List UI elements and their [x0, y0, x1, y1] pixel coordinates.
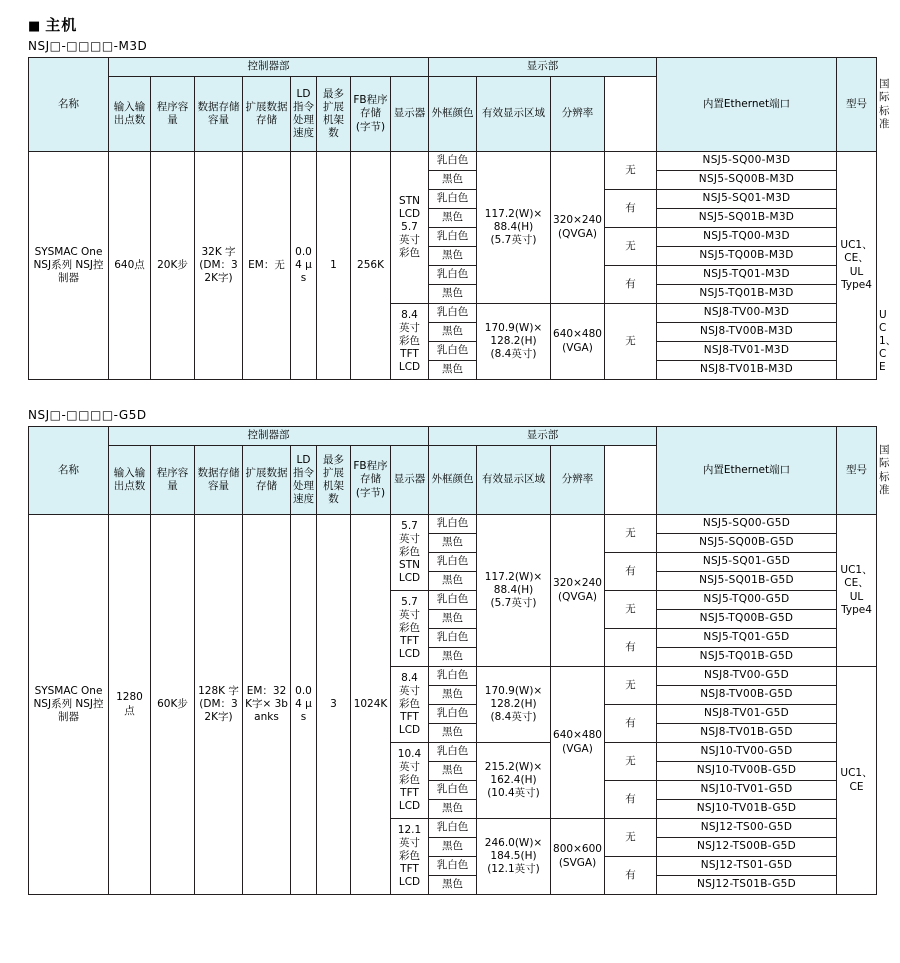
- cell-name: SYSMAC One NSJ系列 NSJ控制器: [29, 152, 109, 380]
- cell-bezel-color: 黑色: [429, 686, 477, 705]
- cell-bezel-color: 乳白色: [429, 667, 477, 686]
- cell-bezel-color: 黑色: [429, 648, 477, 667]
- cell-bezel-color: 黑色: [429, 762, 477, 781]
- cell-resolution: 640×480 (VGA): [551, 667, 605, 819]
- page-title: [28, 14, 900, 35]
- cell-bezel-color: 乳白色: [429, 190, 477, 209]
- header-max-racks: 最多扩展机架数: [317, 77, 351, 152]
- cell-display: 5.7 英寸 彩色 STN LCD: [391, 515, 429, 591]
- header-group-display: 显示部: [429, 427, 657, 446]
- cell-display: 5.7 英寸 彩色 TFT LCD: [391, 591, 429, 667]
- cell-model: NSJ5-SQ00B-M3D: [657, 171, 837, 190]
- header-active-area: 有效显示区域: [477, 77, 551, 152]
- cell-expansion-memory: EM：32K字× 3banks: [243, 515, 291, 895]
- cell-bezel-color: 乳白色: [429, 743, 477, 762]
- cell-model: NSJ12-TS00-G5D: [657, 819, 837, 838]
- cell-ethernet: 无: [605, 743, 657, 781]
- header-resolution: 分辨率: [551, 446, 605, 515]
- cell-io-points: 1280点: [109, 515, 151, 895]
- header-fb-memory: FB程序存储(字节): [351, 77, 391, 152]
- cell-bezel-color: 乳白色: [429, 304, 477, 323]
- cell-ld-speed: 0.04 μs: [291, 152, 317, 380]
- cell-model: NSJ5-SQ00-M3D: [657, 152, 837, 171]
- cell-bezel-color: 乳白色: [429, 228, 477, 247]
- cell-active-area: 215.2(W)× 162.4(H) (10.4英寸): [477, 743, 551, 819]
- table-caption-g5d: NSJ□-□□□□-G5D: [28, 408, 147, 422]
- cell-program-capacity: 20K步: [151, 152, 195, 380]
- cell-max-racks: 3: [317, 515, 351, 895]
- cell-model: NSJ8-TV00-M3D: [657, 304, 837, 323]
- cell-bezel-color: 黑色: [429, 534, 477, 553]
- header-ld-speed: LD指令处理速度: [291, 77, 317, 152]
- cell-ethernet: 无: [605, 304, 657, 380]
- header-model: 型号: [837, 427, 877, 515]
- cell-standards: UC1、 CE: [837, 667, 877, 895]
- cell-fb-memory: 1024K: [351, 515, 391, 895]
- cell-model: NSJ8-TV01-M3D: [657, 342, 837, 361]
- cell-io-points: 640点: [109, 152, 151, 380]
- header-ld-speed: LD指令处理速度: [291, 446, 317, 515]
- cell-model: NSJ8-TV01B-M3D: [657, 361, 837, 380]
- cell-model: NSJ5-SQ01-M3D: [657, 190, 837, 209]
- cell-bezel-color: 乳白色: [429, 152, 477, 171]
- cell-bezel-color: 乳白色: [429, 705, 477, 724]
- cell-bezel-color: 乳白色: [429, 266, 477, 285]
- cell-ethernet: 无: [605, 152, 657, 190]
- cell-ethernet: 有: [605, 705, 657, 743]
- cell-ethernet: 有: [605, 781, 657, 819]
- cell-ethernet: 无: [605, 819, 657, 857]
- table-row: [29, 152, 877, 171]
- cell-bezel-color: 乳白色: [429, 629, 477, 648]
- cell-bezel-color: 黑色: [429, 171, 477, 190]
- cell-model: NSJ5-TQ00B-G5D: [657, 610, 837, 629]
- header-group-controller: 控制器部: [109, 427, 429, 446]
- cell-ethernet: 无: [605, 591, 657, 629]
- cell-display: 8.4 英寸 彩色 TFT LCD: [391, 667, 429, 743]
- header-data-memory: 数据存储容量: [195, 77, 243, 152]
- header-group-controller: 控制器部: [109, 58, 429, 77]
- header-io-points: 输入输出点数: [109, 77, 151, 152]
- cell-bezel-color: 黑色: [429, 572, 477, 591]
- spec-table-g5d: [28, 426, 890, 895]
- cell-ethernet: 有: [605, 266, 657, 304]
- cell-bezel-color: 乳白色: [429, 342, 477, 361]
- header-bezel-color: 外框颜色: [429, 77, 477, 152]
- cell-bezel-color: 乳白色: [429, 781, 477, 800]
- cell-model: NSJ10-TV01-G5D: [657, 781, 837, 800]
- spec-table-m3d: [28, 57, 897, 380]
- cell-name: SYSMAC One NSJ系列 NSJ控制器: [29, 515, 109, 895]
- cell-bezel-color: 黑色: [429, 361, 477, 380]
- header-program-capacity: 程序容量: [151, 446, 195, 515]
- cell-bezel-color: 黑色: [429, 247, 477, 266]
- cell-ethernet: 无: [605, 515, 657, 553]
- cell-model: NSJ8-TV01-G5D: [657, 705, 837, 724]
- cell-bezel-color: 黑色: [429, 323, 477, 342]
- header-display: 显示器: [391, 77, 429, 152]
- bullet-square-icon: ■: [28, 19, 42, 34]
- header-model: 型号: [837, 58, 877, 152]
- cell-bezel-color: 黑色: [429, 838, 477, 857]
- cell-display: 8.4 英寸 彩色 TFT LCD: [391, 304, 429, 380]
- cell-bezel-color: 黑色: [429, 285, 477, 304]
- cell-data-memory: 128K 字 (DM：32K字): [195, 515, 243, 895]
- cell-program-capacity: 60K步: [151, 515, 195, 895]
- cell-model: NSJ5-SQ00-G5D: [657, 515, 837, 534]
- cell-active-area: 170.9(W)× 128.2(H) (8.4英寸): [477, 304, 551, 380]
- cell-model: NSJ10-TV00B-G5D: [657, 762, 837, 781]
- cell-model: NSJ5-TQ00B-M3D: [657, 247, 837, 266]
- cell-model: NSJ8-TV00B-M3D: [657, 323, 837, 342]
- cell-model: NSJ5-TQ00-G5D: [657, 591, 837, 610]
- table-header-group-row: 名称 控制器部 显示部 内置Ethernet端口 型号 国际标准: [29, 427, 877, 446]
- table-row: [29, 515, 877, 534]
- cell-bezel-color: 乳白色: [429, 515, 477, 534]
- cell-model: NSJ12-TS01-G5D: [657, 857, 837, 876]
- cell-ethernet: 有: [605, 857, 657, 895]
- cell-resolution: 800×600 (SVGA): [551, 819, 605, 895]
- header-io-points: 输入输出点数: [109, 446, 151, 515]
- page-title-text: 主机: [45, 16, 78, 34]
- header-bezel-color: 外框颜色: [429, 446, 477, 515]
- cell-display: 12.1 英寸 彩色 TFT LCD: [391, 819, 429, 895]
- header-fb-memory: FB程序存储(字节): [351, 446, 391, 515]
- header-expansion-memory: 扩展数据存储: [243, 446, 291, 515]
- header-resolution: 分辨率: [551, 77, 605, 152]
- cell-model: NSJ8-TV00-G5D: [657, 667, 837, 686]
- table-caption-m3d: NSJ□-□□□□-M3D: [28, 39, 148, 53]
- cell-data-memory: 32K 字 (DM：32K字): [195, 152, 243, 380]
- cell-bezel-color: 黑色: [429, 724, 477, 743]
- cell-fb-memory: 256K: [351, 152, 391, 380]
- cell-standards: UC1、 CE、 UL Type4: [837, 515, 877, 667]
- cell-bezel-color: 乳白色: [429, 857, 477, 876]
- cell-bezel-color: 黑色: [429, 610, 477, 629]
- cell-bezel-color: 乳白色: [429, 553, 477, 572]
- cell-ethernet: 有: [605, 629, 657, 667]
- cell-bezel-color: 乳白色: [429, 819, 477, 838]
- cell-model: NSJ5-TQ01-M3D: [657, 266, 837, 285]
- cell-model: NSJ10-TV01B-G5D: [657, 800, 837, 819]
- cell-ethernet: 无: [605, 228, 657, 266]
- cell-resolution: 640×480 (VGA): [551, 304, 605, 380]
- header-max-racks: 最多扩展机架数: [317, 446, 351, 515]
- cell-model: NSJ5-TQ01-G5D: [657, 629, 837, 648]
- cell-active-area: 117.2(W)× 88.4(H) (5.7英寸): [477, 515, 551, 667]
- cell-ethernet: 有: [605, 553, 657, 591]
- cell-expansion-memory: EM：无: [243, 152, 291, 380]
- header-expansion-memory: 扩展数据存储: [243, 77, 291, 152]
- cell-max-racks: 1: [317, 152, 351, 380]
- header-data-memory: 数据存储容量: [195, 446, 243, 515]
- cell-active-area: 246.0(W)× 184.5(H) (12.1英寸): [477, 819, 551, 895]
- cell-ethernet: 有: [605, 190, 657, 228]
- cell-model: NSJ5-TQ01B-G5D: [657, 648, 837, 667]
- table-row: 8.4 英寸 彩色 TFT LCD 乳白色 170.9(W)× 128.2(H) (8.4英寸) 640×480 (VGA) 无 NSJ8-TV00-M3D UC1、 CE: [29, 304, 877, 323]
- header-name: 名称: [29, 427, 109, 515]
- cell-model: NSJ12-TS01B-G5D: [657, 876, 837, 895]
- cell-model: NSJ5-TQ00-M3D: [657, 228, 837, 247]
- cell-standards: UC1、 CE、 UL Type4: [837, 152, 877, 380]
- cell-bezel-color: 乳白色: [429, 591, 477, 610]
- cell-model: NSJ5-SQ01B-G5D: [657, 572, 837, 591]
- cell-model: NSJ5-SQ01B-M3D: [657, 209, 837, 228]
- table-header-group-row: 名称 控制器部 显示部 内置Ethernet端口 型号 国际标准: [29, 58, 877, 77]
- header-ethernet: 内置Ethernet端口: [657, 58, 837, 152]
- cell-model: NSJ8-TV00B-G5D: [657, 686, 837, 705]
- cell-display: STN LCD 5.7 英寸 彩色: [391, 152, 429, 304]
- cell-model: NSJ5-SQ01-G5D: [657, 553, 837, 572]
- cell-active-area: 170.9(W)× 128.2(H) (8.4英寸): [477, 667, 551, 743]
- cell-active-area: 117.2(W)× 88.4(H) (5.7英寸): [477, 152, 551, 304]
- cell-model: NSJ10-TV00-G5D: [657, 743, 837, 762]
- cell-model: NSJ5-TQ01B-M3D: [657, 285, 837, 304]
- header-active-area: 有效显示区域: [477, 446, 551, 515]
- cell-display: 10.4 英寸 彩色 TFT LCD: [391, 743, 429, 819]
- cell-resolution: 320×240 (QVGA): [551, 515, 605, 667]
- header-name: 名称: [29, 58, 109, 152]
- cell-bezel-color: 黑色: [429, 209, 477, 228]
- cell-resolution: 320×240 (QVGA): [551, 152, 605, 304]
- cell-model: NSJ12-TS00B-G5D: [657, 838, 837, 857]
- header-display: 显示器: [391, 446, 429, 515]
- cell-bezel-color: 黑色: [429, 800, 477, 819]
- header-program-capacity: 程序容量: [151, 77, 195, 152]
- cell-ld-speed: 0.04 μs: [291, 515, 317, 895]
- cell-model: NSJ5-SQ00B-G5D: [657, 534, 837, 553]
- header-ethernet: 内置Ethernet端口: [657, 427, 837, 515]
- cell-model: NSJ8-TV01B-G5D: [657, 724, 837, 743]
- header-group-display: 显示部: [429, 58, 657, 77]
- cell-bezel-color: 黑色: [429, 876, 477, 895]
- cell-ethernet: 无: [605, 667, 657, 705]
